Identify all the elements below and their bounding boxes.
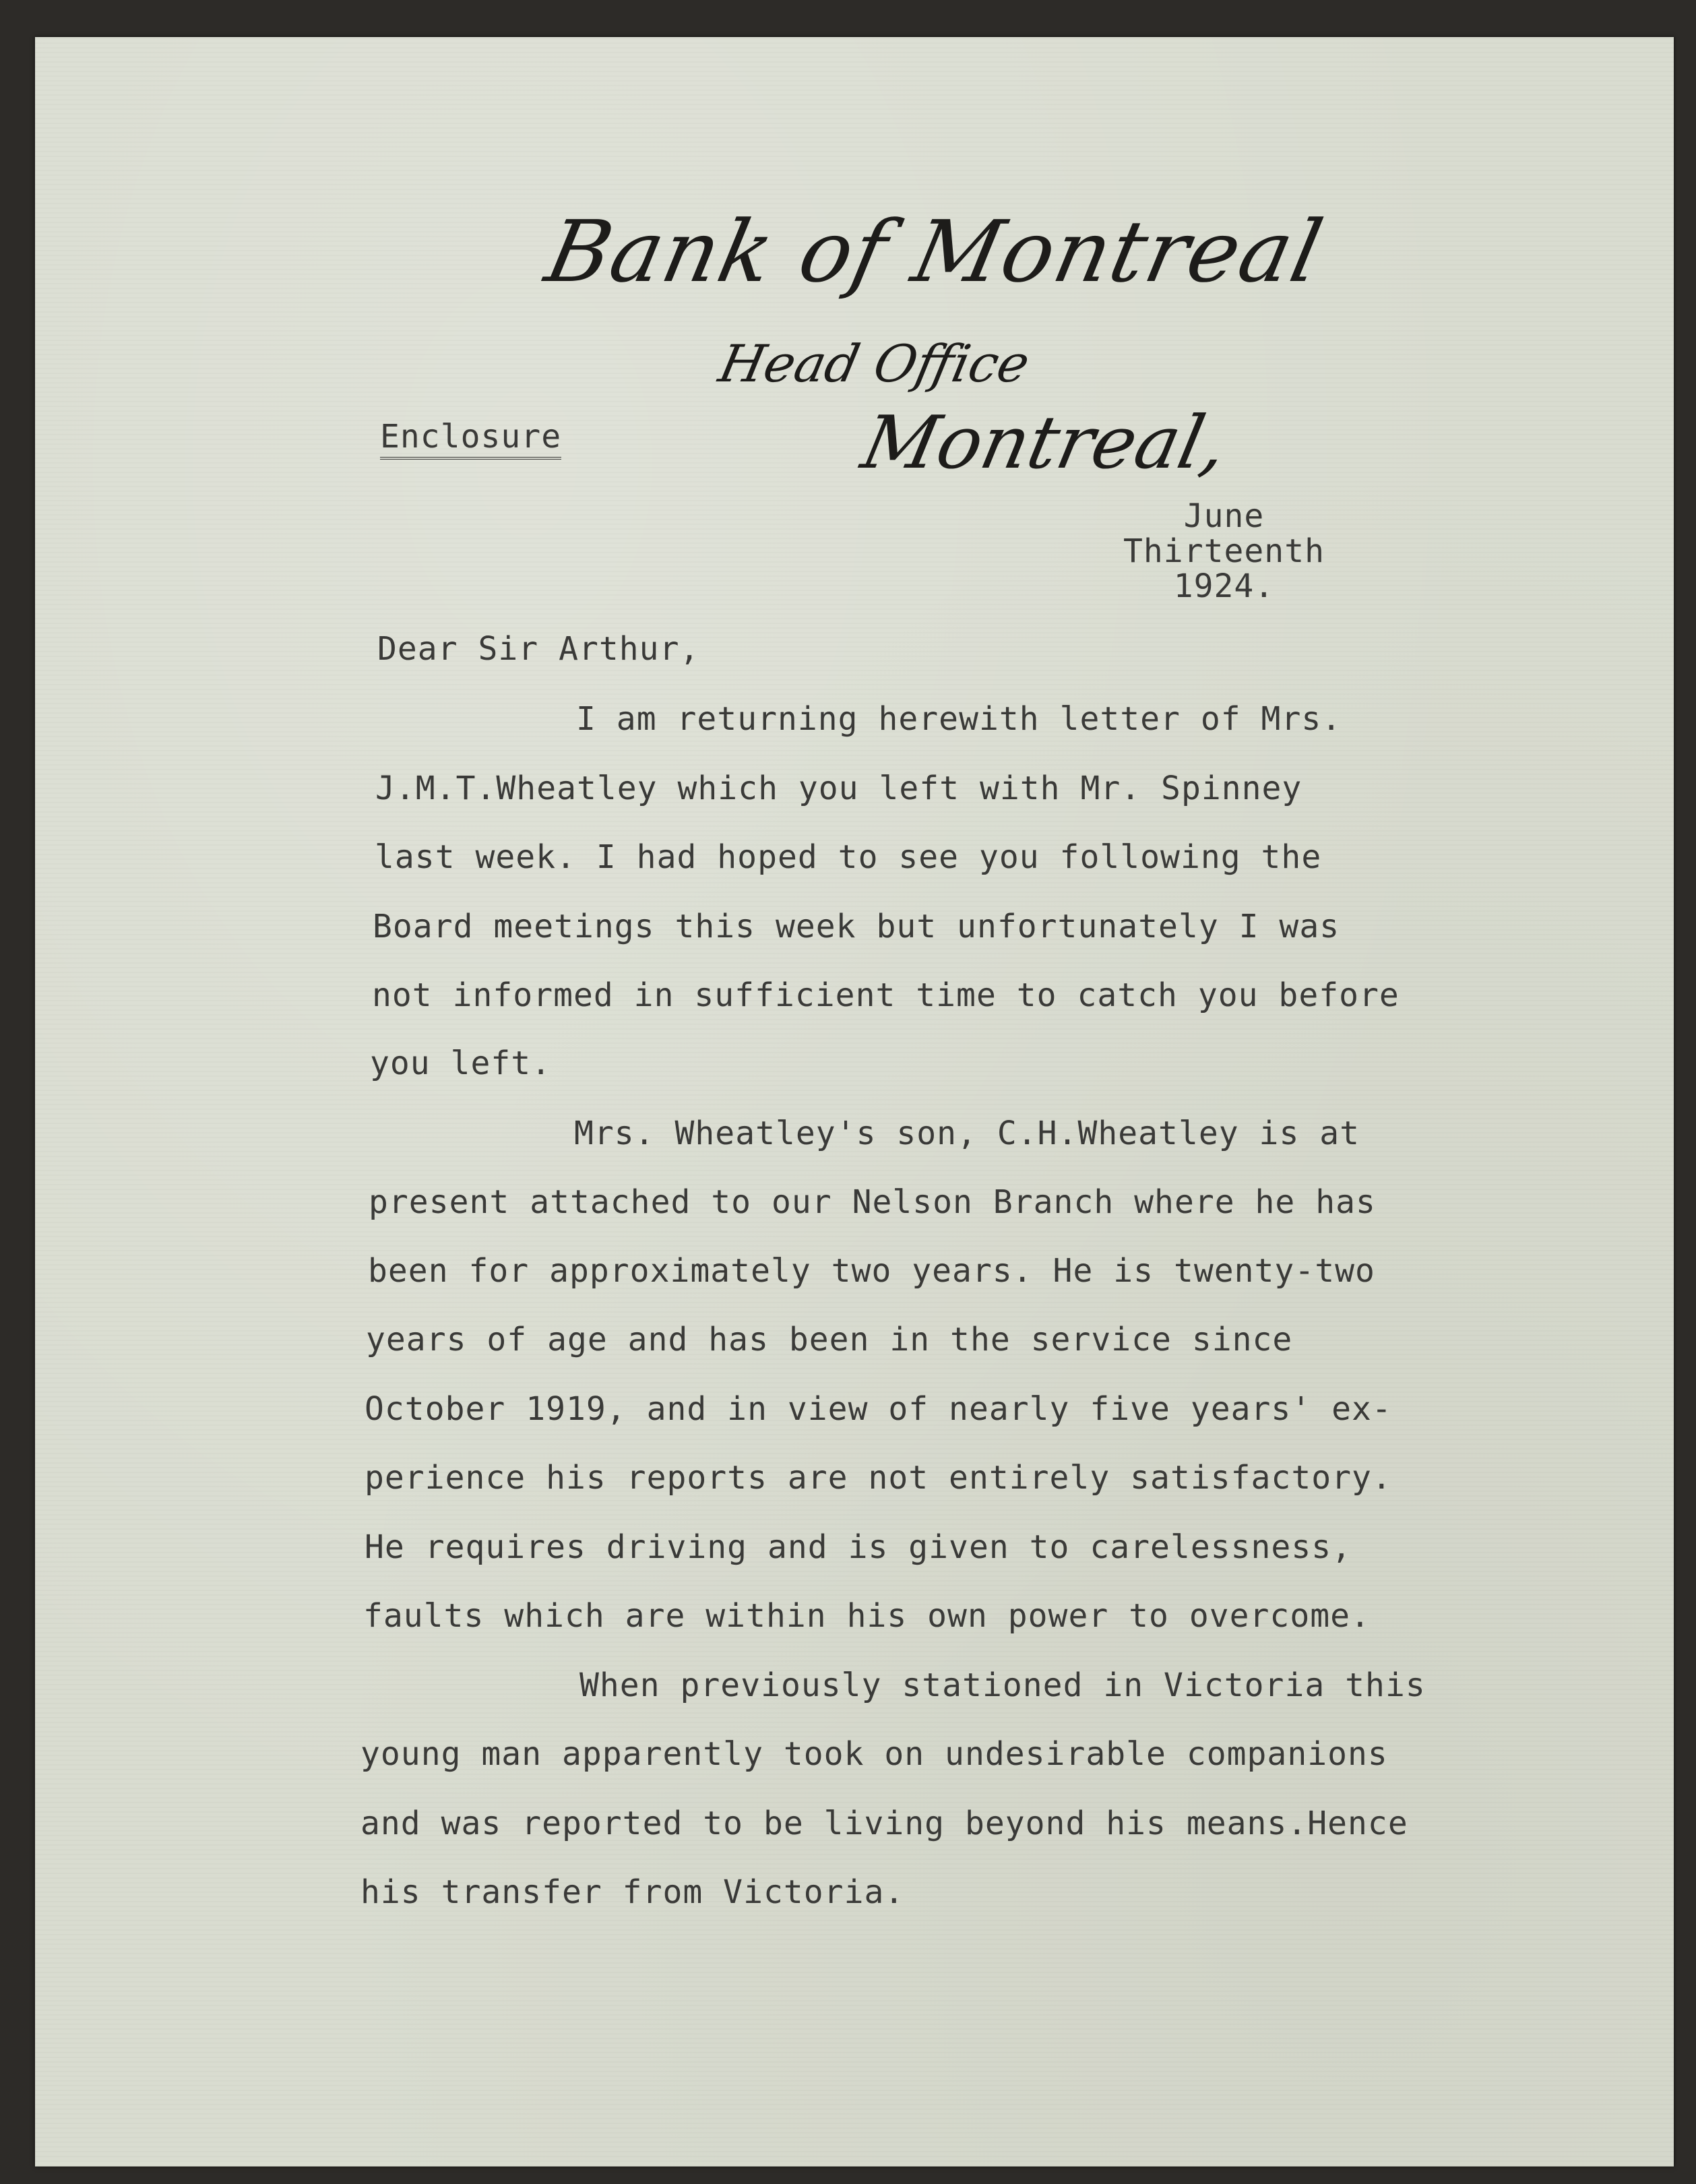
body-line: young man apparently took on undesirable companions (360, 1735, 1388, 1773)
body-line: not informed in sufficient time to catch you before (372, 976, 1400, 1014)
body-line: Board meetings this week but unfortunately I was (373, 908, 1340, 945)
letterhead-office: Head Office (714, 334, 1035, 394)
body-line: J.M.T.Wheatley which you left with Mr. Spinney (375, 770, 1302, 807)
body-line: When previously stationed in Victoria this (579, 1666, 1426, 1704)
body-line: his transfer from Victoria. (360, 1873, 905, 1911)
body-line: you left. (370, 1044, 552, 1082)
body-line: Mrs. Wheatley's son, C.H.Wheatley is at (574, 1115, 1360, 1152)
body-line: last week. I had hoped to see you following the (375, 838, 1322, 876)
date-month: June (1183, 497, 1265, 535)
letterhead-city: Montreal, (854, 401, 1235, 485)
date-day: Thirteenth (1123, 532, 1325, 570)
body-line: He requires driving and is given to carelessness, (365, 1528, 1352, 1566)
letter-date (1123, 499, 1325, 604)
letter-page (35, 37, 1674, 2166)
body-line: October 1919, and in view of nearly five years' ex- (365, 1390, 1392, 1428)
body-line: been for approximately two years. He is twenty-two (368, 1252, 1375, 1290)
salutation: Dear Sir Arthur, (377, 630, 700, 668)
body-line: faults which are within his own power to overcome. (363, 1597, 1371, 1635)
date-year: 1924. (1173, 567, 1275, 605)
body-line: present attached to our Nelson Branch where he has (369, 1183, 1376, 1221)
letterhead-bank-name: Bank of Montreal (538, 202, 1332, 301)
body-line: and was reported to be living beyond his means.Hence (360, 1805, 1408, 1842)
body-line: I am returning herewith letter of Mrs. (576, 700, 1342, 738)
body-line: perience his reports are not entirely satisfactory. (365, 1459, 1392, 1497)
body-line: years of age and has been in the service since (366, 1321, 1293, 1359)
enclosure-label: Enclosure (380, 418, 561, 460)
